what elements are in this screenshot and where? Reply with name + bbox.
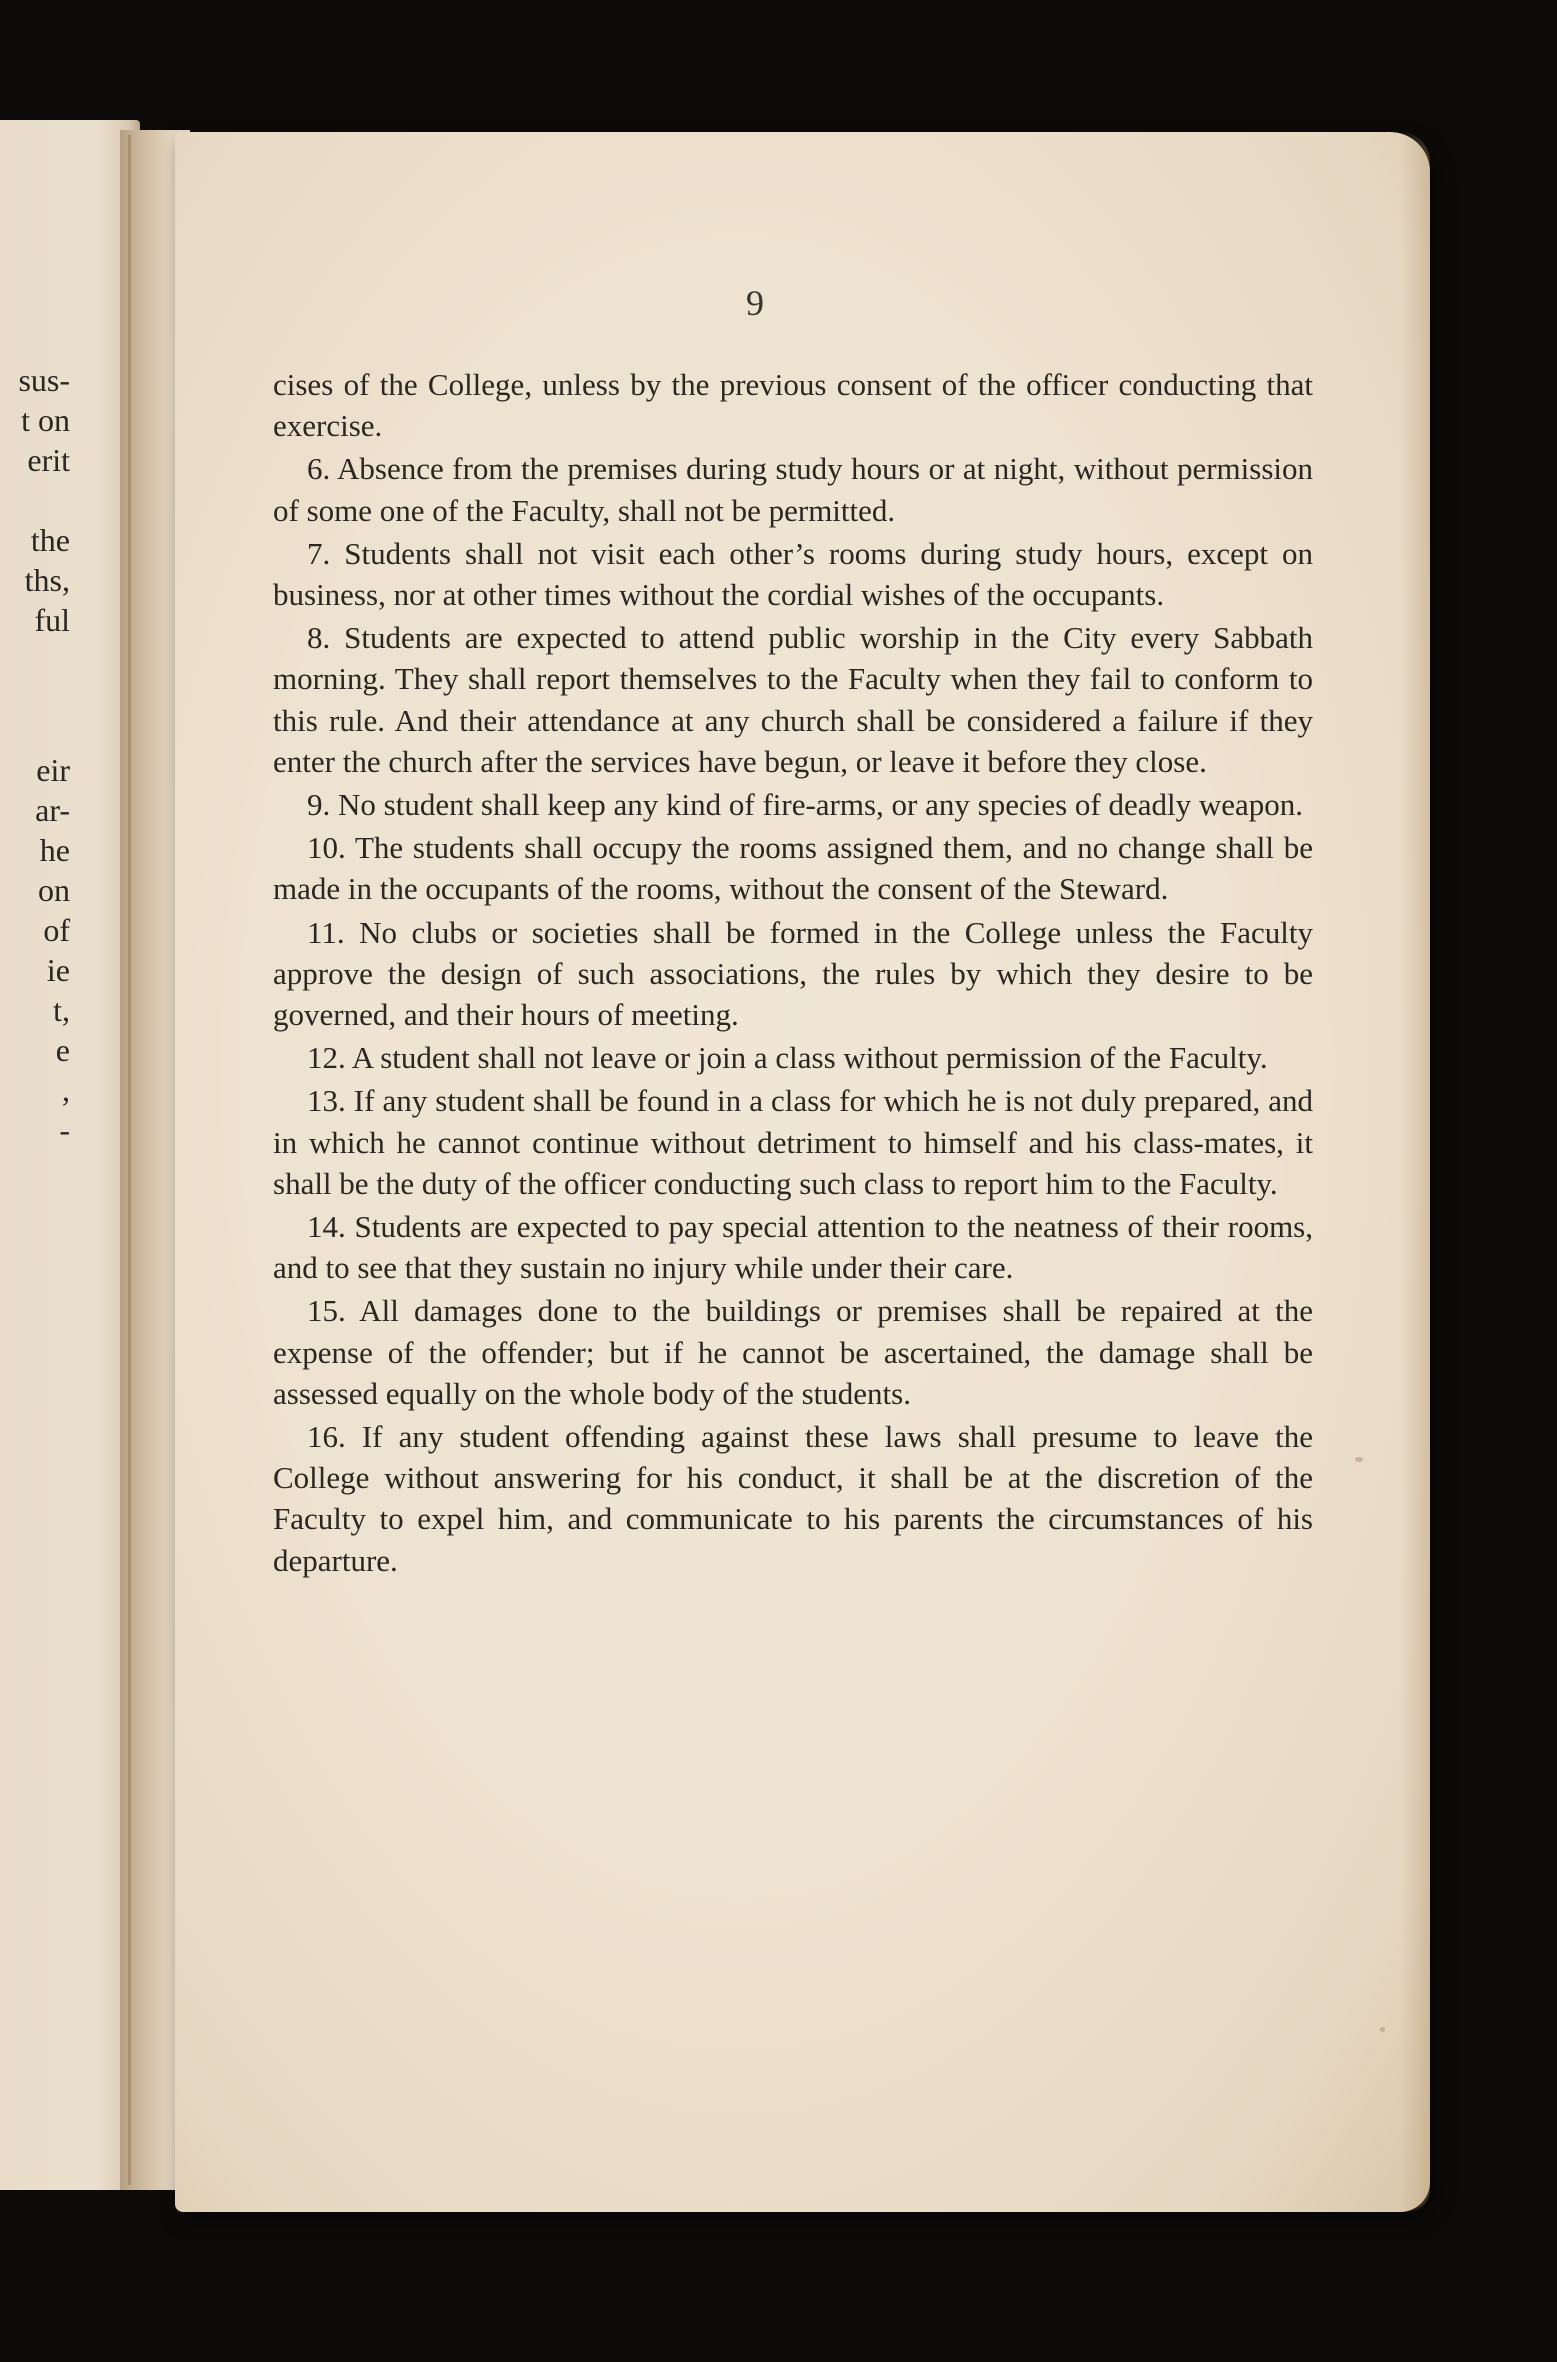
right-page — [175, 132, 1430, 2212]
left-fragment: the — [30, 522, 70, 558]
left-fragment: he — [39, 832, 70, 868]
left-fragment: ar- — [35, 792, 70, 828]
rule-8: 8. Students are expected to attend public worship in the City every Sabbath morning. They shall report themselves to the Faculty when they fail to conform to this rule. And their attendance at any church shall be considered a failure if they enter the church after the services have begun, or leave it before they close. — [273, 620, 1313, 779]
page-number: 9 — [746, 283, 764, 323]
left-fragment: - — [59, 1112, 70, 1148]
rule-6: 6. Absence from the premises during study hours or at night, without permission of some one of the Faculty, shall not be permitted. — [273, 451, 1313, 528]
left-fragment: sus- — [18, 362, 70, 398]
rule-15: 15. All damages done to the buildings or premises shall be repaired at the expense of the offender; but if he cannot be ascertained, the damage shall be assessed equally on the whole body of the students. — [273, 1293, 1313, 1411]
rule-9: 9. No student shall keep any kind of fire-arms, or any species of deadly weapon. — [307, 787, 1304, 823]
rule-14: 14. Students are expected to pay special attention to the neatness of their rooms, and to see that they sustain no injury while under their care. — [273, 1209, 1313, 1286]
left-facing-page — [0, 120, 140, 2190]
rule-7: 7. Students shall not visit each other’s rooms during study hours, except on business, nor at other times without the cordial wishes of the occupants. — [273, 535, 1313, 613]
left-fragment: of — [43, 912, 70, 948]
rule-11: 11. No clubs or societies shall be formed in the College unless the Faculty approve the design of such associations, the rules by which they desire to be governed, and their hours of meeting. — [273, 914, 1313, 1033]
left-fragment: ths, — [24, 562, 70, 598]
left-fragment: ful — [34, 602, 70, 638]
left-fragment: erit — [27, 442, 70, 478]
left-fragment: t on — [21, 402, 70, 438]
gutter-fold-line — [128, 135, 131, 2185]
page-body — [273, 364, 1313, 1583]
paper-speck — [1355, 1457, 1363, 1462]
rule-12: 12. A student shall not leave or join a class without permission of the Faculty. — [307, 1040, 1268, 1076]
rule-13: 13. If any student shall be found in a class for which he is not duly prepared, and in which he cannot continue without detriment to himself and his class-mates, it shall be the duty of the officer conducting such class to report him to the Faculty. — [273, 1083, 1313, 1201]
rule-10: 10. The students shall occupy the rooms assigned them, and no change shall be made in the occupants of the rooms, without the consent of the Steward. — [273, 830, 1313, 907]
left-fragment: ie — [46, 952, 70, 988]
left-fragment: e — [55, 1032, 70, 1068]
paragraph-continuation: cises of the College, unless by the previous consent of the officer conducting that exercise. — [273, 367, 1313, 444]
rule-16: 16. If any student offending against these laws shall presume to leave the College without answering for his conduct, it shall be at the discretion of the Faculty to expel him, and communicate to his parents the circumstances of his departure. — [273, 1419, 1313, 1578]
paper-speck — [1380, 2027, 1385, 2032]
left-fragment: t, — [53, 992, 70, 1028]
left-fragment: , — [62, 1072, 70, 1108]
left-fragment: on — [38, 872, 70, 908]
left-fragment: eir — [36, 752, 70, 788]
